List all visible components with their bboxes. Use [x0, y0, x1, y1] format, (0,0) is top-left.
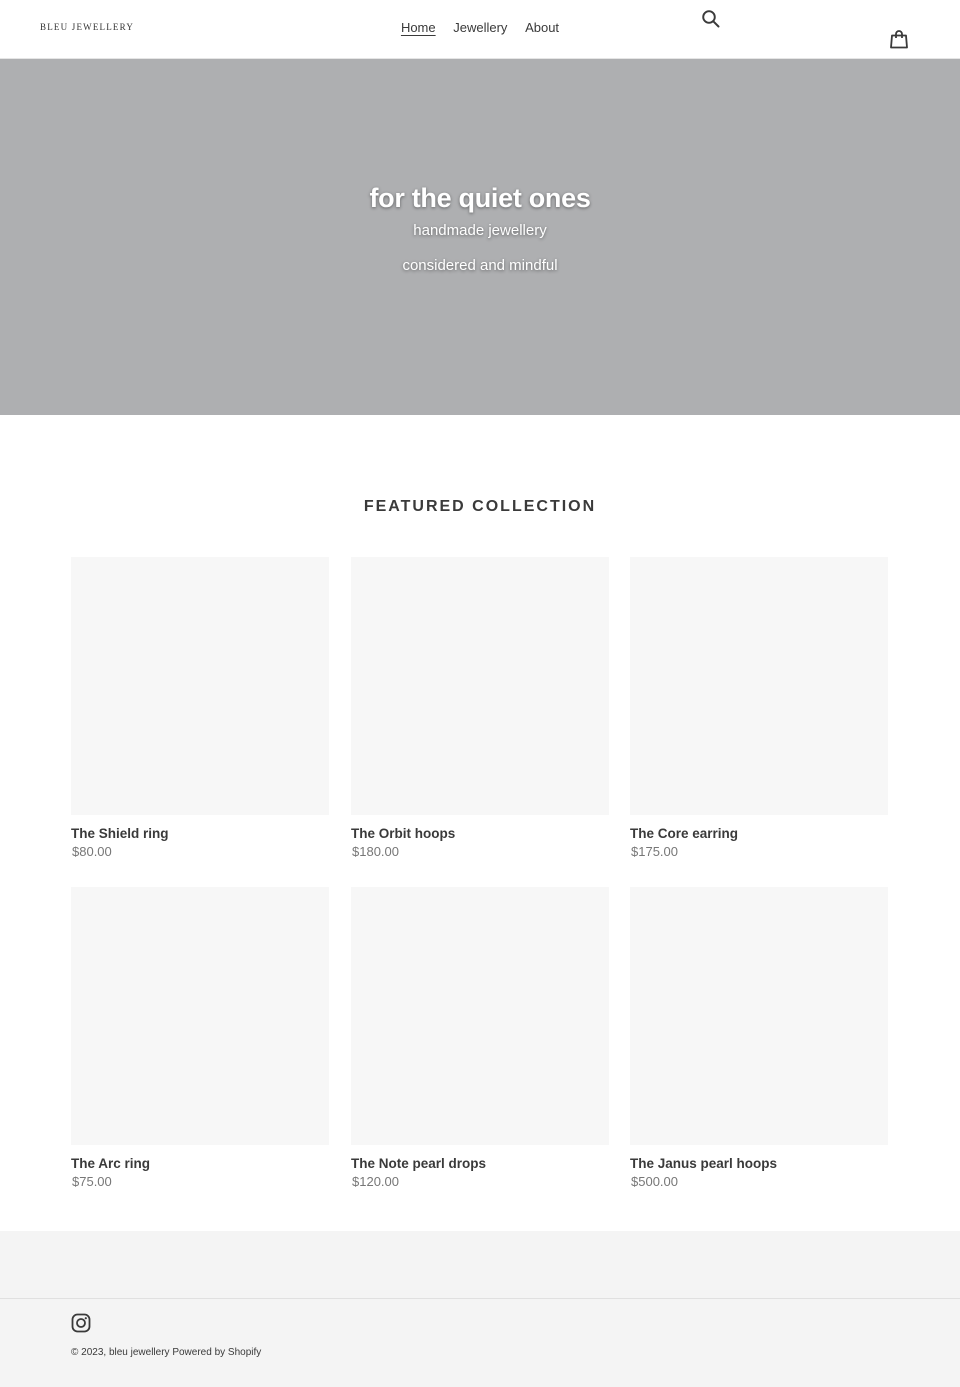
product-price: $500.00 [631, 1174, 678, 1189]
product-price: $175.00 [631, 844, 678, 859]
product-price: $180.00 [352, 844, 399, 859]
nav-home-link[interactable]: Home [400, 20, 436, 35]
product-name[interactable]: The Note pearl drops [351, 1156, 487, 1171]
hero-tagline: considered and mindful [402, 257, 558, 274]
product-card[interactable] [630, 557, 888, 859]
product-image[interactable] [351, 557, 609, 815]
nav-jewellery-link[interactable]: Jewellery [453, 20, 508, 35]
powered-by-link[interactable]: Powered by Shopify [172, 1347, 262, 1358]
product-image[interactable] [71, 887, 329, 1145]
product-price: $75.00 [72, 1174, 112, 1189]
product-image[interactable] [630, 557, 888, 815]
hero-banner [0, 59, 960, 415]
instagram-icon[interactable] [71, 1313, 91, 1333]
cart-icon[interactable] [888, 29, 910, 51]
product-card[interactable] [71, 887, 329, 1189]
product-card[interactable] [71, 557, 329, 859]
site-header [0, 0, 960, 59]
site-logo[interactable]: BLEU JEWELLERY [40, 22, 135, 32]
featured-collection-title: FEATURED COLLECTION [363, 498, 597, 515]
product-image[interactable] [630, 887, 888, 1145]
search-icon[interactable] [701, 9, 723, 31]
product-image[interactable] [71, 557, 329, 815]
product-name[interactable]: The Arc ring [71, 1156, 151, 1171]
product-price: $80.00 [72, 844, 112, 859]
hero-subtitle: handmade jewellery [413, 222, 547, 239]
shop-name-link[interactable]: bleu jewellery [108, 1347, 170, 1358]
nav-about-link[interactable]: About [525, 20, 560, 35]
hero-title: for the quiet ones [369, 183, 591, 213]
product-name[interactable]: The Core earring [630, 826, 739, 841]
site-footer [0, 1231, 960, 1387]
copyright-year: © 2023, [71, 1347, 107, 1358]
product-image[interactable] [351, 887, 609, 1145]
product-card[interactable] [351, 887, 609, 1189]
footer-divider [0, 1298, 960, 1299]
product-price: $120.00 [352, 1174, 399, 1189]
copyright-text [71, 1347, 261, 1358]
product-name[interactable]: The Janus pearl hoops [630, 1156, 778, 1171]
product-card[interactable] [630, 887, 888, 1189]
product-name[interactable]: The Shield ring [71, 826, 169, 841]
product-name[interactable]: The Orbit hoops [351, 826, 456, 841]
main-nav [0, 20, 960, 35]
product-card[interactable] [351, 557, 609, 859]
